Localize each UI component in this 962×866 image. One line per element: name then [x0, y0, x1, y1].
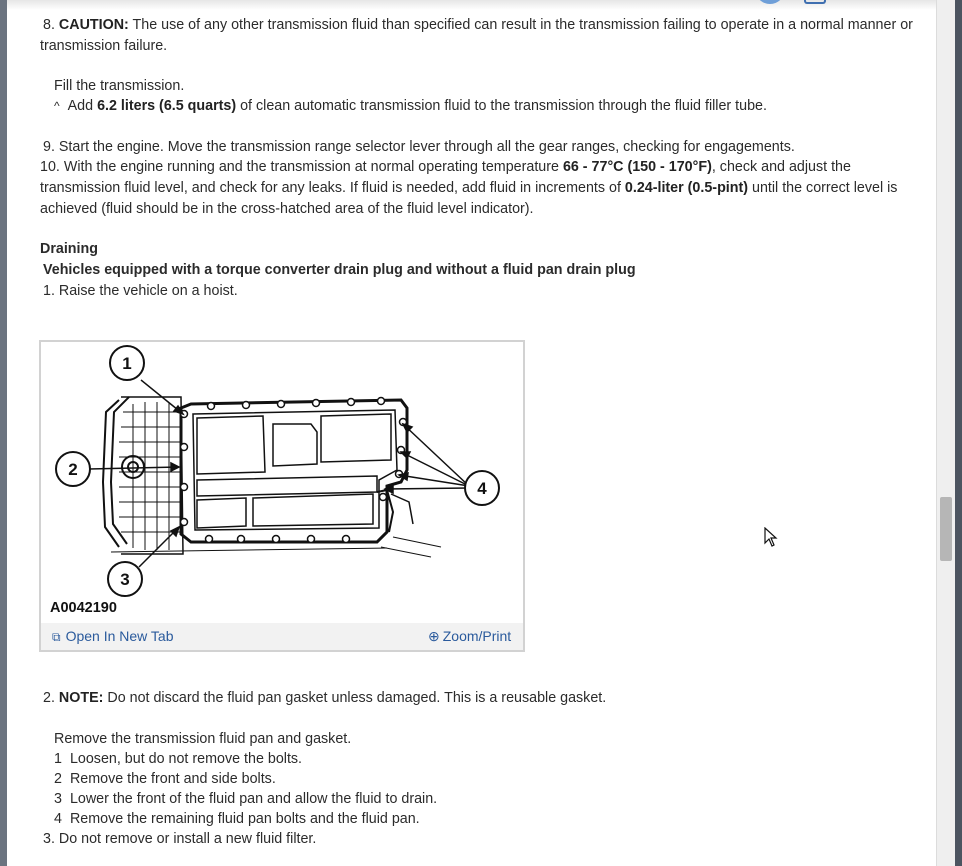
substep-number: 4: [54, 811, 62, 827]
step-10-text: 10. With the engine running and the transmission at normal operating temperature: [40, 159, 563, 175]
step-10-line-2: [40, 178, 897, 198]
fluid-increment-value: 0.24-liter (0.5-pint): [624, 180, 749, 196]
step-3: 3. Do not remove or install a new fluid filter.: [43, 831, 317, 847]
substep-text: Remove the remaining fluid pan bolts and the fluid pan.: [69, 811, 420, 827]
fill-text-post: of clean automatic transmission fluid to the transmission through the fluid filler tube.: [236, 98, 767, 114]
substep-3: [54, 789, 437, 809]
note-text: Do not discard the fluid pan gasket unless damaged. This is a reusable gasket.: [103, 690, 607, 706]
substep-number: 3: [54, 791, 62, 807]
window-edge: [955, 0, 962, 866]
callout-1: 1: [122, 354, 132, 373]
figure-toolbar: [41, 623, 523, 650]
note-label: NOTE:: [58, 690, 104, 706]
substep-number: 2: [54, 771, 62, 787]
step-number: 2.: [43, 690, 55, 706]
step-10-text: , check and adjust the: [711, 159, 851, 175]
fill-instruction: [54, 96, 767, 116]
mouse-pointer-icon: [764, 527, 778, 547]
transmission-pan-figure: [39, 340, 525, 652]
document-panel: [7, 0, 936, 866]
draining-subheading: Vehicles equipped with a torque converter drain plug and without a fluid pan drain plug: [43, 262, 636, 278]
toolbar-edge: [7, 0, 936, 10]
step-10-line-1: [40, 157, 851, 177]
caution-text: The use of any other transmission fluid than specified can result in the transmission failing to operate in a normal manner or: [128, 17, 913, 33]
caret-bullet: ^: [54, 99, 60, 113]
step-10-text: until the correct level is: [748, 180, 898, 196]
step-9: 9. Start the engine. Move the transmission range selector lever through all the gear ranges, checking for engagements.: [43, 139, 795, 155]
scrollbar-thumb[interactable]: [940, 497, 952, 561]
fill-heading: Fill the transmission.: [54, 78, 185, 94]
document-icon[interactable]: [804, 0, 826, 4]
vertical-scrollbar[interactable]: [936, 0, 956, 866]
draining-heading: Draining: [40, 241, 98, 257]
remove-pan-heading: Remove the transmission fluid pan and gasket.: [54, 731, 352, 747]
magnifier-plus-icon: ⊕: [428, 628, 440, 644]
substep-number: 1: [54, 751, 62, 767]
zoom-print-link[interactable]: [428, 628, 511, 645]
callout-2: 2: [68, 460, 78, 479]
fluid-amount: 6.2 liters (6.5 quarts): [97, 98, 237, 114]
substep-text: Lower the front of the fluid pan and allow the fluid to drain.: [69, 791, 438, 807]
step-8-caution: [43, 15, 913, 35]
step-10-text: transmission fluid level, and check for any leaks. If fluid is needed, add fluid in increments of: [40, 180, 625, 196]
substep-text: Loosen, but do not remove the bolts.: [69, 751, 303, 767]
callout-4: 4: [477, 479, 487, 498]
substep-text: Remove the front and side bolts.: [69, 771, 276, 787]
substep-4: [54, 809, 420, 829]
caution-text-continued: transmission failure.: [40, 38, 168, 54]
temperature-value: 66 - 77°C (150 - 170°F): [562, 159, 712, 175]
open-in-new-tab-label: Open In New Tab: [65, 628, 174, 644]
step-number: 8.: [43, 17, 55, 33]
zoom-print-label: Zoom/Print: [442, 628, 512, 644]
substep-2: [54, 769, 276, 789]
open-in-new-tab-link[interactable]: [52, 628, 174, 645]
step-2-note: [43, 688, 606, 708]
draining-step-1: 1. Raise the vehicle on a hoist.: [43, 283, 238, 299]
step-10-line-3: achieved (fluid should be in the cross-hatched area of the fluid level indicator).: [40, 201, 534, 217]
transmission-pan-diagram: [41, 342, 523, 623]
fill-text-pre: Add: [67, 98, 98, 114]
external-window-icon: ⧉: [52, 630, 61, 644]
callout-3: 3: [120, 570, 130, 589]
caution-label: CAUTION:: [58, 17, 129, 33]
substep-1: [54, 749, 302, 769]
figure-caption: A0042190: [50, 600, 117, 616]
